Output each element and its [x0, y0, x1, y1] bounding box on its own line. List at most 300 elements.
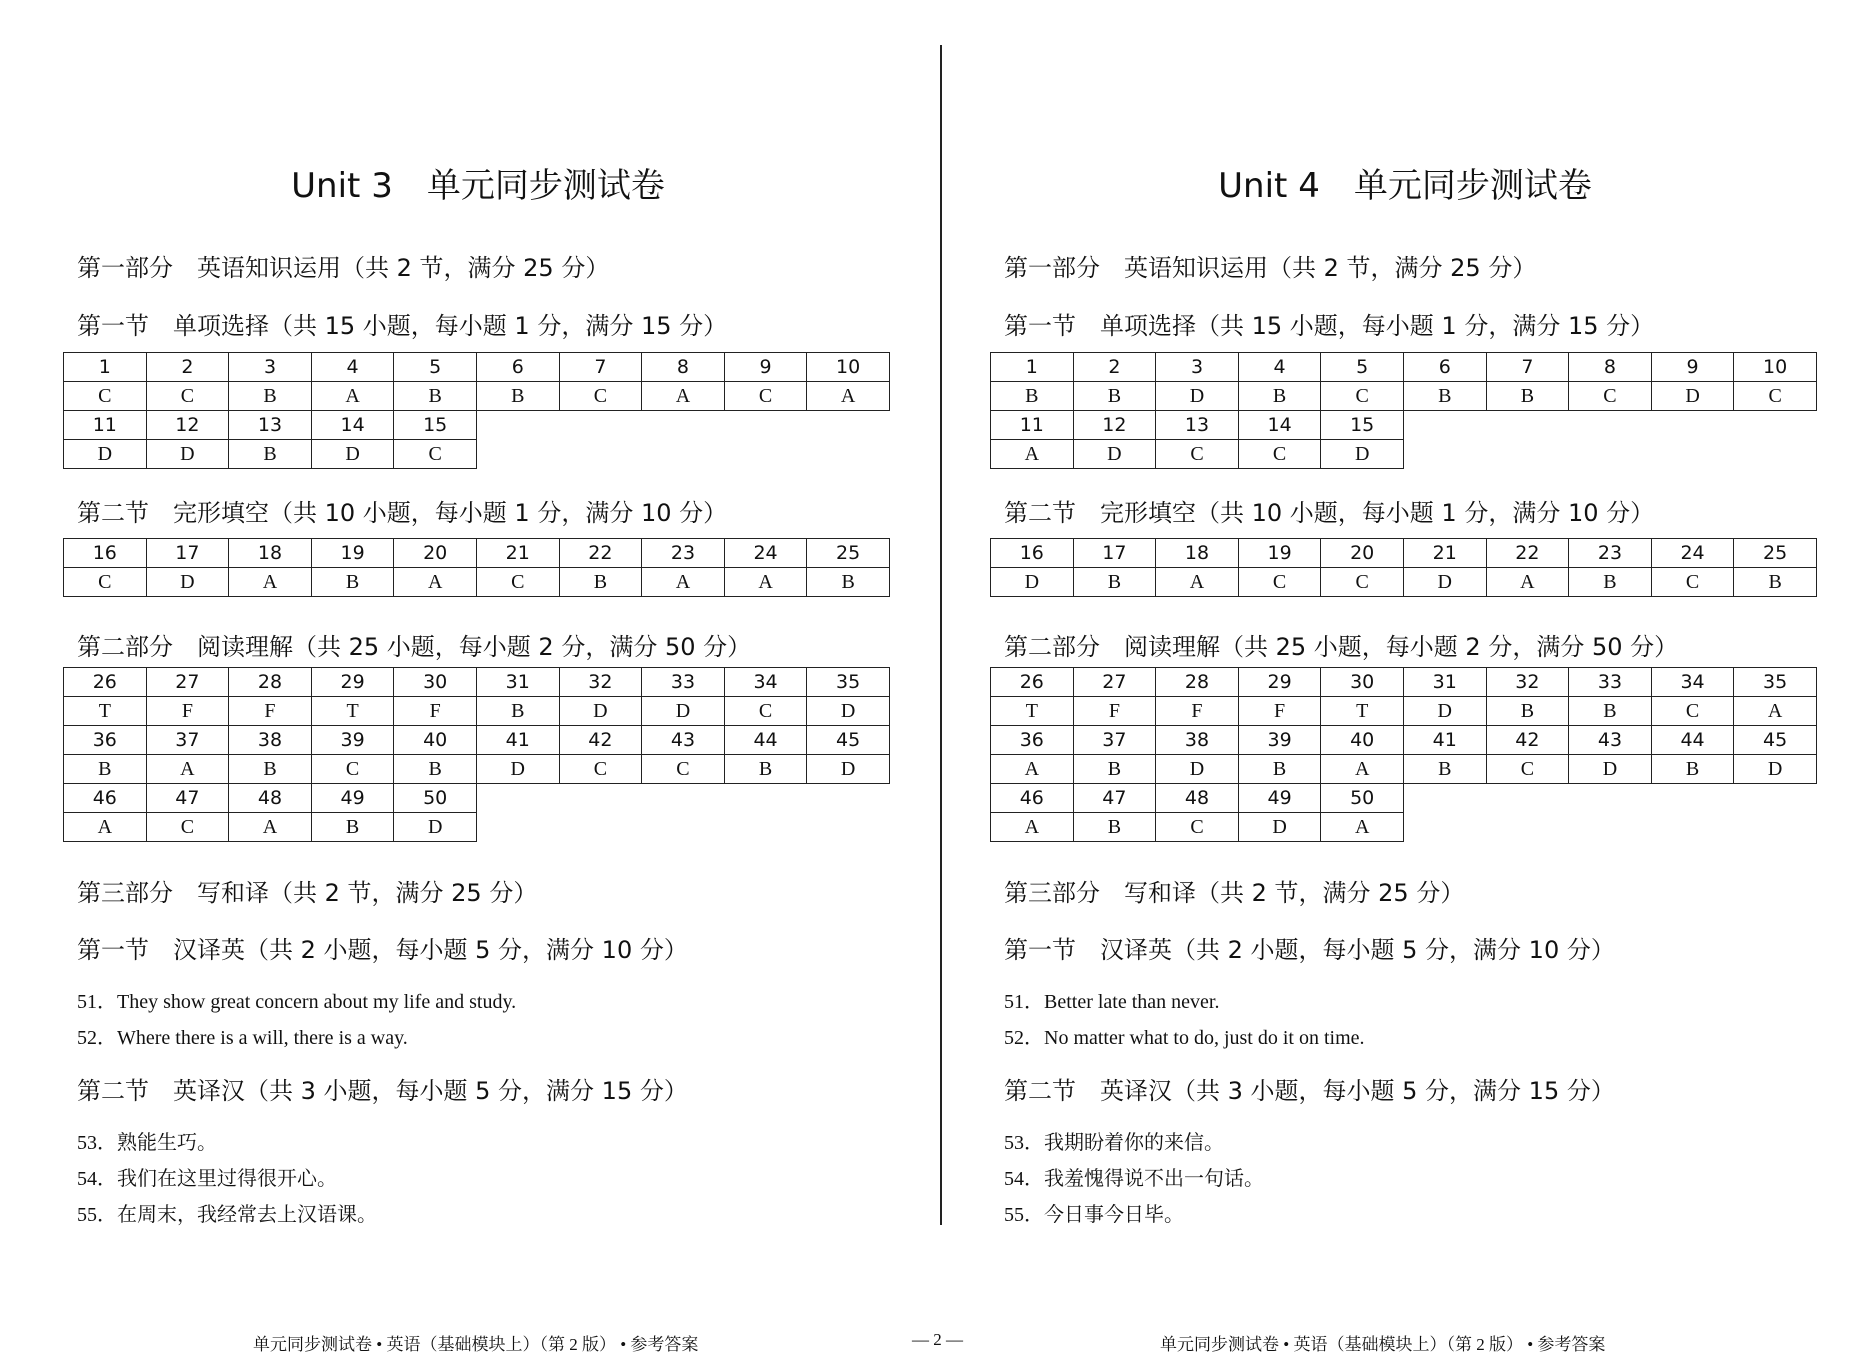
- answer-52: 52．No matter what to do, just do it on time.: [1004, 1027, 1365, 1049]
- table-cell: 8: [642, 353, 725, 382]
- answer-54: 54．我羞愧得说不出一句话。: [1004, 1168, 1264, 1190]
- answer-table-cloze: [990, 538, 1817, 597]
- table-cell: 11: [64, 411, 147, 440]
- table-cell: 28: [229, 668, 312, 697]
- answer-54: 54．我们在这里过得很开心。: [77, 1168, 337, 1190]
- table-cell: C: [1156, 813, 1239, 842]
- table-row: [64, 784, 890, 813]
- table-cell: B: [1073, 813, 1156, 842]
- section3-heading: 第一节 汉译英（共 2 小题，每小题 5 分，满分 10 分）: [1004, 936, 1615, 964]
- part1-heading: 第一部分 英语知识运用（共 2 节，满分 25 分）: [77, 254, 610, 282]
- table-cell: 29: [311, 668, 394, 697]
- footer-left: 单元同步测试卷 • 英语（基础模块上）（第 2 版） • 参考答案: [253, 1335, 699, 1354]
- table-cell: F: [146, 697, 229, 726]
- table-cell: 5: [394, 353, 477, 382]
- table-row: [991, 353, 1817, 382]
- table-row: [991, 568, 1817, 597]
- table-cell: C: [559, 755, 642, 784]
- table-cell: C: [559, 382, 642, 411]
- table-cell: B: [394, 755, 477, 784]
- table-row: [64, 813, 890, 842]
- table-cell: B: [1569, 697, 1652, 726]
- part1-heading: 第一部分 英语知识运用（共 2 节，满分 25 分）: [1004, 254, 1537, 282]
- table-cell: B: [1486, 697, 1569, 726]
- table-cell-blank: [1403, 411, 1486, 440]
- table-cell: 24: [724, 539, 807, 568]
- table-row: [991, 668, 1817, 697]
- table-cell: B: [64, 755, 147, 784]
- table-cell: C: [146, 813, 229, 842]
- table-cell-blank: [1569, 411, 1652, 440]
- table-row: [64, 726, 890, 755]
- table-cell: 46: [991, 784, 1074, 813]
- table-cell: 7: [1486, 353, 1569, 382]
- table-cell-blank: [1734, 813, 1817, 842]
- table-cell: 3: [229, 353, 312, 382]
- table-cell: 12: [146, 411, 229, 440]
- column-divider: [940, 45, 942, 1225]
- table-row: [991, 440, 1817, 469]
- table-cell: A: [642, 382, 725, 411]
- section3-heading: 第一节 汉译英（共 2 小题，每小题 5 分，满分 10 分）: [77, 936, 688, 964]
- table-cell: D: [311, 440, 394, 469]
- table-cell: D: [1321, 440, 1404, 469]
- table-cell: 32: [559, 668, 642, 697]
- table-cell: 14: [311, 411, 394, 440]
- table-cell: 43: [1569, 726, 1652, 755]
- table-cell: 25: [807, 539, 890, 568]
- table-cell: T: [991, 697, 1074, 726]
- table-cell: 44: [724, 726, 807, 755]
- table-cell: C: [1569, 382, 1652, 411]
- table-cell: B: [1734, 568, 1817, 597]
- table-row: [991, 784, 1817, 813]
- table-cell: B: [1651, 755, 1734, 784]
- table-cell: F: [1073, 697, 1156, 726]
- table-cell-blank: [559, 813, 642, 842]
- section4-heading: 第二节 英译汉（共 3 小题，每小题 5 分，满分 15 分）: [1004, 1077, 1615, 1105]
- table-cell: 4: [311, 353, 394, 382]
- table-cell: 42: [559, 726, 642, 755]
- table-cell: 38: [1156, 726, 1239, 755]
- answer-table-cloze: [63, 538, 890, 597]
- table-cell-blank: [807, 813, 890, 842]
- table-cell: 9: [1651, 353, 1734, 382]
- table-cell: 6: [476, 353, 559, 382]
- table-cell: 39: [311, 726, 394, 755]
- table-cell-blank: [476, 411, 559, 440]
- table-row: [64, 697, 890, 726]
- table-cell: 13: [229, 411, 312, 440]
- table-cell: C: [1238, 568, 1321, 597]
- table-cell: T: [64, 697, 147, 726]
- table-cell: D: [642, 697, 725, 726]
- table-cell: 37: [146, 726, 229, 755]
- table-cell: 40: [394, 726, 477, 755]
- table-cell: 3: [1156, 353, 1239, 382]
- table-cell: 46: [64, 784, 147, 813]
- table-cell-blank: [1486, 813, 1569, 842]
- table-cell: C: [642, 755, 725, 784]
- table-cell: 14: [1238, 411, 1321, 440]
- table-cell: C: [724, 382, 807, 411]
- table-row: [64, 353, 890, 382]
- table-cell-blank: [807, 411, 890, 440]
- table-cell: A: [642, 568, 725, 597]
- table-cell: 33: [642, 668, 725, 697]
- table-row: [991, 411, 1817, 440]
- table-cell: A: [1486, 568, 1569, 597]
- table-cell: 31: [1403, 668, 1486, 697]
- table-cell: D: [476, 755, 559, 784]
- table-cell: D: [1238, 813, 1321, 842]
- table-cell-blank: [1734, 411, 1817, 440]
- table-cell: 47: [1073, 784, 1156, 813]
- table-cell: F: [1156, 697, 1239, 726]
- table-cell-blank: [807, 784, 890, 813]
- table-cell: 32: [1486, 668, 1569, 697]
- section2-heading: 第二节 完形填空（共 10 小题，每小题 1 分，满分 10 分）: [77, 499, 728, 527]
- table-cell: 30: [1321, 668, 1404, 697]
- table-cell-blank: [1569, 784, 1652, 813]
- table-row: [64, 668, 890, 697]
- table-cell-blank: [1569, 813, 1652, 842]
- table-cell: B: [807, 568, 890, 597]
- table-row: [64, 411, 890, 440]
- table-cell: A: [229, 813, 312, 842]
- table-cell: B: [229, 382, 312, 411]
- table-cell: 25: [1734, 539, 1817, 568]
- table-cell: 27: [146, 668, 229, 697]
- table-cell: B: [1073, 755, 1156, 784]
- table-cell: 35: [807, 668, 890, 697]
- table-cell: B: [991, 382, 1074, 411]
- footer-right: 单元同步测试卷 • 英语（基础模块上）（第 2 版） • 参考答案: [1160, 1335, 1606, 1354]
- table-cell: 15: [1321, 411, 1404, 440]
- table-cell: 43: [642, 726, 725, 755]
- table-cell: C: [1238, 440, 1321, 469]
- table-cell: 1: [991, 353, 1074, 382]
- table-cell: B: [476, 697, 559, 726]
- table-cell: C: [1734, 382, 1817, 411]
- table-cell: 4: [1238, 353, 1321, 382]
- table-cell: 5: [1321, 353, 1404, 382]
- section1-heading: 第一节 单项选择（共 15 小题，每小题 1 分，满分 15 分）: [1004, 312, 1655, 340]
- table-cell: 38: [229, 726, 312, 755]
- table-cell-blank: [642, 784, 725, 813]
- table-cell: A: [64, 813, 147, 842]
- table-cell: A: [1321, 813, 1404, 842]
- table-cell: A: [724, 568, 807, 597]
- table-cell: 41: [476, 726, 559, 755]
- table-cell: 48: [229, 784, 312, 813]
- table-cell: 16: [64, 539, 147, 568]
- table-cell: 49: [1238, 784, 1321, 813]
- table-cell: A: [394, 568, 477, 597]
- table-cell: D: [146, 440, 229, 469]
- table-cell-blank: [476, 813, 559, 842]
- table-cell: T: [311, 697, 394, 726]
- table-cell-blank: [1403, 440, 1486, 469]
- table-cell: D: [1156, 382, 1239, 411]
- table-cell-blank: [1403, 784, 1486, 813]
- table-cell: 37: [1073, 726, 1156, 755]
- table-cell: 23: [1569, 539, 1652, 568]
- table-cell: 23: [642, 539, 725, 568]
- unit-title: Unit 3 单元同步测试卷: [291, 166, 665, 206]
- table-cell: 19: [1238, 539, 1321, 568]
- table-cell: 13: [1156, 411, 1239, 440]
- table-cell-blank: [1651, 411, 1734, 440]
- table-cell: B: [1238, 755, 1321, 784]
- part2-heading: 第二部分 阅读理解（共 25 小题，每小题 2 分，满分 50 分）: [1004, 633, 1679, 661]
- table-cell: C: [1321, 568, 1404, 597]
- table-cell-blank: [1734, 440, 1817, 469]
- table-cell: B: [1486, 382, 1569, 411]
- table-cell-blank: [1569, 440, 1652, 469]
- table-cell: 26: [991, 668, 1074, 697]
- table-cell-blank: [1486, 440, 1569, 469]
- table-row: [991, 539, 1817, 568]
- table-cell: B: [394, 382, 477, 411]
- table-cell: 50: [394, 784, 477, 813]
- table-cell: 20: [394, 539, 477, 568]
- table-cell: D: [64, 440, 147, 469]
- table-cell-blank: [642, 813, 725, 842]
- table-cell: 40: [1321, 726, 1404, 755]
- table-cell: D: [1569, 755, 1652, 784]
- answer-55: 55．今日事今日毕。: [1004, 1204, 1184, 1226]
- table-cell-blank: [476, 784, 559, 813]
- table-cell: B: [559, 568, 642, 597]
- table-row: [64, 539, 890, 568]
- table-cell: C: [724, 697, 807, 726]
- table-cell: D: [1651, 382, 1734, 411]
- table-cell: F: [229, 697, 312, 726]
- section1-heading: 第一节 单项选择（共 15 小题，每小题 1 分，满分 15 分）: [77, 312, 728, 340]
- unit-title: Unit 4 单元同步测试卷: [1218, 166, 1592, 206]
- part3-heading: 第三部分 写和译（共 2 节，满分 25 分）: [1004, 879, 1465, 907]
- table-cell-blank: [724, 440, 807, 469]
- table-cell-blank: [1651, 440, 1734, 469]
- table-cell: 39: [1238, 726, 1321, 755]
- table-cell: F: [1238, 697, 1321, 726]
- table-cell: 2: [1073, 353, 1156, 382]
- table-cell: 31: [476, 668, 559, 697]
- table-cell: 21: [476, 539, 559, 568]
- table-cell: 28: [1156, 668, 1239, 697]
- table-cell: 18: [1156, 539, 1239, 568]
- table-row: [64, 440, 890, 469]
- table-cell: B: [1403, 755, 1486, 784]
- answer-51: 51．Better late than never.: [1004, 991, 1220, 1013]
- table-cell: 11: [991, 411, 1074, 440]
- table-cell: D: [1156, 755, 1239, 784]
- table-cell: 22: [1486, 539, 1569, 568]
- table-row: [64, 755, 890, 784]
- table-cell: D: [807, 755, 890, 784]
- table-cell: D: [559, 697, 642, 726]
- table-cell: B: [229, 440, 312, 469]
- table-cell: C: [146, 382, 229, 411]
- table-cell: 10: [1734, 353, 1817, 382]
- table-cell: 26: [64, 668, 147, 697]
- table-cell: C: [394, 440, 477, 469]
- table-cell: D: [807, 697, 890, 726]
- table-cell: 35: [1734, 668, 1817, 697]
- table-cell: B: [311, 568, 394, 597]
- table-cell: 24: [1651, 539, 1734, 568]
- table-cell: B: [476, 382, 559, 411]
- table-cell: 22: [559, 539, 642, 568]
- table-cell: C: [1651, 697, 1734, 726]
- table-cell: 48: [1156, 784, 1239, 813]
- table-cell: 6: [1403, 353, 1486, 382]
- table-cell: D: [1403, 697, 1486, 726]
- table-cell-blank: [724, 813, 807, 842]
- answer-51: 51．They show great concern about my life and study.: [77, 991, 517, 1013]
- table-cell-blank: [1734, 784, 1817, 813]
- table-cell: 12: [1073, 411, 1156, 440]
- part3-heading: 第三部分 写和译（共 2 节，满分 25 分）: [77, 879, 538, 907]
- table-cell-blank: [476, 440, 559, 469]
- section4-heading: 第二节 英译汉（共 3 小题，每小题 5 分，满分 15 分）: [77, 1077, 688, 1105]
- table-cell: 36: [64, 726, 147, 755]
- table-cell-blank: [559, 440, 642, 469]
- table-row: [991, 813, 1817, 842]
- table-cell: 21: [1403, 539, 1486, 568]
- table-cell: 10: [807, 353, 890, 382]
- table-cell: B: [1403, 382, 1486, 411]
- table-cell: A: [146, 755, 229, 784]
- table-cell-blank: [724, 411, 807, 440]
- table-cell: A: [807, 382, 890, 411]
- table-cell: 42: [1486, 726, 1569, 755]
- answer-table-reading: [990, 667, 1817, 842]
- table-cell: 20: [1321, 539, 1404, 568]
- answer-53: 53．我期盼着你的来信。: [1004, 1132, 1224, 1154]
- table-cell: C: [476, 568, 559, 597]
- table-cell: A: [1321, 755, 1404, 784]
- table-cell: A: [1156, 568, 1239, 597]
- table-cell: 33: [1569, 668, 1652, 697]
- table-cell: C: [64, 382, 147, 411]
- table-cell: D: [394, 813, 477, 842]
- table-cell: C: [1321, 382, 1404, 411]
- table-cell: D: [1734, 755, 1817, 784]
- page-number: — 2 —: [912, 1330, 963, 1349]
- table-cell: 1: [64, 353, 147, 382]
- table-cell-blank: [559, 784, 642, 813]
- table-cell: A: [991, 440, 1074, 469]
- table-cell-blank: [1486, 784, 1569, 813]
- table-cell: 49: [311, 784, 394, 813]
- table-cell: D: [991, 568, 1074, 597]
- table-cell: 36: [991, 726, 1074, 755]
- table-cell: B: [724, 755, 807, 784]
- table-cell-blank: [1486, 411, 1569, 440]
- table-cell: D: [146, 568, 229, 597]
- table-cell: 8: [1569, 353, 1652, 382]
- table-cell: 30: [394, 668, 477, 697]
- table-cell: T: [1321, 697, 1404, 726]
- answer-55: 55．在周末，我经常去上汉语课。: [77, 1204, 377, 1226]
- table-cell: 18: [229, 539, 312, 568]
- table-cell: 19: [311, 539, 394, 568]
- table-cell: 16: [991, 539, 1074, 568]
- table-cell: 29: [1238, 668, 1321, 697]
- table-cell-blank: [807, 440, 890, 469]
- table-cell: 50: [1321, 784, 1404, 813]
- table-cell: C: [64, 568, 147, 597]
- table-row: [991, 382, 1817, 411]
- table-cell: 7: [559, 353, 642, 382]
- table-cell: 9: [724, 353, 807, 382]
- table-cell: B: [229, 755, 312, 784]
- table-row: [64, 568, 890, 597]
- table-cell: 47: [146, 784, 229, 813]
- table-cell-blank: [559, 411, 642, 440]
- table-cell: D: [1073, 440, 1156, 469]
- table-cell: 44: [1651, 726, 1734, 755]
- table-cell: 17: [146, 539, 229, 568]
- table-cell: D: [1403, 568, 1486, 597]
- table-cell: 15: [394, 411, 477, 440]
- table-cell: B: [1073, 382, 1156, 411]
- table-cell: B: [1569, 568, 1652, 597]
- answer-table-single-choice: [63, 352, 890, 469]
- table-cell: A: [311, 382, 394, 411]
- table-cell-blank: [642, 411, 725, 440]
- table-cell: C: [1651, 568, 1734, 597]
- table-cell: B: [311, 813, 394, 842]
- answer-table-single-choice: [990, 352, 1817, 469]
- table-cell-blank: [1651, 784, 1734, 813]
- table-cell: F: [394, 697, 477, 726]
- table-cell-blank: [1403, 813, 1486, 842]
- table-cell: B: [1073, 568, 1156, 597]
- table-cell: 34: [724, 668, 807, 697]
- answer-table-reading: [63, 667, 890, 842]
- table-cell: 2: [146, 353, 229, 382]
- table-cell-blank: [642, 440, 725, 469]
- table-cell: C: [1486, 755, 1569, 784]
- table-row: [64, 382, 890, 411]
- table-row: [991, 755, 1817, 784]
- table-cell: C: [1156, 440, 1239, 469]
- table-cell: C: [311, 755, 394, 784]
- table-cell-blank: [1651, 813, 1734, 842]
- table-row: [991, 697, 1817, 726]
- table-cell: 41: [1403, 726, 1486, 755]
- table-cell: 17: [1073, 539, 1156, 568]
- table-cell: A: [1734, 697, 1817, 726]
- answer-52: 52．Where there is a will, there is a way.: [77, 1027, 408, 1049]
- table-cell-blank: [724, 784, 807, 813]
- table-cell: A: [229, 568, 312, 597]
- table-row: [991, 726, 1817, 755]
- table-cell: 45: [1734, 726, 1817, 755]
- table-cell: B: [1238, 382, 1321, 411]
- table-cell: A: [991, 755, 1074, 784]
- table-cell: 34: [1651, 668, 1734, 697]
- table-cell: 27: [1073, 668, 1156, 697]
- table-cell: A: [991, 813, 1074, 842]
- part2-heading: 第二部分 阅读理解（共 25 小题，每小题 2 分，满分 50 分）: [77, 633, 752, 661]
- section2-heading: 第二节 完形填空（共 10 小题，每小题 1 分，满分 10 分）: [1004, 499, 1655, 527]
- table-cell: 45: [807, 726, 890, 755]
- answer-53: 53．熟能生巧。: [77, 1132, 217, 1154]
